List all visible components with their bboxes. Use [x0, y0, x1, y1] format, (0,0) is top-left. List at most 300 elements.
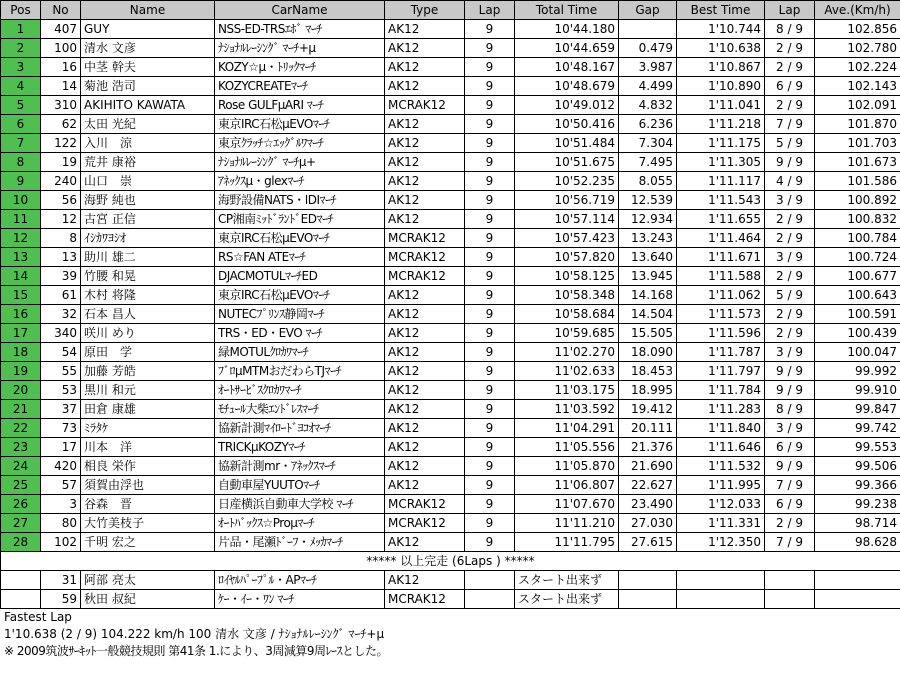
cell-pos: 26	[1, 495, 41, 514]
cell-avekmh: 102.224	[815, 58, 900, 77]
cell-totaltime: 10'48.679	[515, 77, 619, 96]
cell-lap: 9	[465, 476, 515, 495]
cell-gap: 22.627	[619, 476, 677, 495]
table-row	[1, 267, 900, 286]
column-header-9: Lap	[765, 1, 815, 20]
cell-no: 13	[41, 248, 81, 267]
cell-lap: 9	[465, 77, 515, 96]
cell-besttime: 1'11.787	[677, 343, 765, 362]
table-row	[1, 514, 900, 533]
cell-pos: 7	[1, 134, 41, 153]
cell-gap: 7.304	[619, 134, 677, 153]
table-row	[1, 77, 900, 96]
cell-no: 14	[41, 77, 81, 96]
cell-name: 相良 栄作	[81, 457, 215, 476]
cell-lap: 2 / 9	[765, 58, 815, 77]
table-row	[1, 229, 900, 248]
cell-no: 16	[41, 58, 81, 77]
cell-name: 山口 崇	[81, 172, 215, 191]
cell-type: MCRAK12	[385, 96, 465, 115]
cell-pos: 5	[1, 96, 41, 115]
cell-pos: 18	[1, 343, 41, 362]
cell-besttime: 1'11.543	[677, 191, 765, 210]
cell-totaltime: 10'58.684	[515, 305, 619, 324]
cell-gap: 15.505	[619, 324, 677, 343]
cell-type: AK12	[385, 324, 465, 343]
cell-type: AK12	[385, 77, 465, 96]
cell-gap	[619, 571, 677, 590]
cell-besttime: 1'11.331	[677, 514, 765, 533]
cell-lap: 9 / 9	[765, 362, 815, 381]
cell-type: AK12	[385, 134, 465, 153]
cell-avekmh: 99.366	[815, 476, 900, 495]
dns-row	[1, 590, 900, 609]
cell-type: AK12	[385, 286, 465, 305]
cell-avekmh: 101.673	[815, 153, 900, 172]
cell-carname: NSS-ED-TRSｴﾎﾞ ﾏｰﾁ	[215, 20, 385, 39]
cell-no: 310	[41, 96, 81, 115]
cell-totaltime: 11'07.670	[515, 495, 619, 514]
cell-gap: 21.376	[619, 438, 677, 457]
cell-pos: 19	[1, 362, 41, 381]
cell-type: AK12	[385, 115, 465, 134]
cell-pos: 21	[1, 400, 41, 419]
table-row	[1, 457, 900, 476]
cell-gap: 23.490	[619, 495, 677, 514]
cell-type: AK12	[385, 362, 465, 381]
cell-no: 62	[41, 115, 81, 134]
cell-type: MCRAK12	[385, 495, 465, 514]
cell-carname: ﾌﾞﾛμMTMおだわらTJﾏｰﾁ	[215, 362, 385, 381]
cell-no: 100	[41, 39, 81, 58]
cell-totaltime: スタート出来ず	[515, 571, 619, 590]
cell-no: 17	[41, 438, 81, 457]
cell-name: 大竹美枝子	[81, 514, 215, 533]
cell-besttime: 1'12.033	[677, 495, 765, 514]
table-row	[1, 324, 900, 343]
cell-lap: 2 / 9	[765, 39, 815, 58]
cell-pos	[1, 590, 41, 609]
cell-pos: 25	[1, 476, 41, 495]
cell-name: 原田 学	[81, 343, 215, 362]
column-header-1: No	[41, 1, 81, 20]
cell-pos: 17	[1, 324, 41, 343]
cell-avekmh: 100.591	[815, 305, 900, 324]
cell-besttime: 1'11.464	[677, 229, 765, 248]
cell-lap: 3 / 9	[765, 419, 815, 438]
cell-lap	[765, 571, 815, 590]
cell-type: AK12	[385, 571, 465, 590]
cell-lap	[465, 571, 515, 590]
cell-carname: RS☆FAN ATEﾏｰﾁ	[215, 248, 385, 267]
cell-name: 古宮 正信	[81, 210, 215, 229]
header-row	[1, 1, 900, 20]
table-row	[1, 438, 900, 457]
cell-lap: 9	[465, 248, 515, 267]
cell-pos: 28	[1, 533, 41, 552]
cell-besttime: 1'11.218	[677, 115, 765, 134]
cell-type: AK12	[385, 20, 465, 39]
cell-totaltime: 10'57.423	[515, 229, 619, 248]
cell-pos: 9	[1, 172, 41, 191]
cell-besttime: 1'11.305	[677, 153, 765, 172]
cell-avekmh: 99.847	[815, 400, 900, 419]
cell-carname: 緑MOTULｸﾛｶﾜﾏｰﾁ	[215, 343, 385, 362]
column-header-8: Best Time	[677, 1, 765, 20]
regulation-note: ※ 2009筑波ｻｰｷｯﾄ一般競技規則 第41条 1.により、3周減算9周ﾚｰｽとした。	[4, 644, 389, 658]
table-row	[1, 248, 900, 267]
cell-carname: TRS・ED・EVO ﾏｰﾁ	[215, 324, 385, 343]
cell-name: 中茎 幹夫	[81, 58, 215, 77]
fastest-lap-detail: 1'10.638 (2 / 9) 104.222 km/h 100 清水 文彦 / ﾅｼｮﾅﾙﾚｰｼﾝｸﾞ ﾏｰﾁ+μ	[4, 627, 385, 641]
cell-lap	[765, 590, 815, 609]
cell-totaltime: 11'06.807	[515, 476, 619, 495]
cell-lap: 2 / 9	[765, 305, 815, 324]
cell-lap: 9	[465, 229, 515, 248]
cell-lap: 9	[465, 305, 515, 324]
cell-carname: 自動車屋YUUTOﾏｰﾁ	[215, 476, 385, 495]
cell-no: 80	[41, 514, 81, 533]
cell-carname: 東京IRC石松μEVOﾏｰﾁ	[215, 286, 385, 305]
cell-lap: 6 / 9	[765, 438, 815, 457]
cell-type: AK12	[385, 172, 465, 191]
cell-lap: 6 / 9	[765, 495, 815, 514]
cell-type: AK12	[385, 210, 465, 229]
cell-avekmh: 101.586	[815, 172, 900, 191]
cell-type: AK12	[385, 343, 465, 362]
cell-no: 340	[41, 324, 81, 343]
cell-gap: 13.640	[619, 248, 677, 267]
cell-lap: 4 / 9	[765, 172, 815, 191]
cell-name: ﾐﾗﾀｹ	[81, 419, 215, 438]
cell-gap: 4.499	[619, 77, 677, 96]
cell-lap: 6 / 9	[765, 77, 815, 96]
cell-lap: 8 / 9	[765, 20, 815, 39]
cell-type: AK12	[385, 400, 465, 419]
cell-carname: ﾅｼｮﾅﾙﾚｰｼﾝｸﾞ ﾏｰﾁμ+	[215, 153, 385, 172]
cell-totaltime: 11'04.291	[515, 419, 619, 438]
cell-type: AK12	[385, 419, 465, 438]
table-row	[1, 476, 900, 495]
cell-name: GUY	[81, 20, 215, 39]
cell-lap: 9	[465, 172, 515, 191]
cell-no: 59	[41, 590, 81, 609]
column-header-2: Name	[81, 1, 215, 20]
cell-no: 55	[41, 362, 81, 381]
cell-avekmh: 99.238	[815, 495, 900, 514]
cell-besttime: 1'11.995	[677, 476, 765, 495]
cell-carname: ﾓﾁｭｰﾙ大柴ｴﾝﾄﾞﾚｽﾏｰﾁ	[215, 400, 385, 419]
cell-type: AK12	[385, 39, 465, 58]
cell-name: 加藤 芳皓	[81, 362, 215, 381]
cell-besttime: 1'11.573	[677, 305, 765, 324]
cell-pos: 16	[1, 305, 41, 324]
cell-type: AK12	[385, 476, 465, 495]
cell-type: AK12	[385, 381, 465, 400]
cell-pos: 4	[1, 77, 41, 96]
cell-totaltime: 11'02.633	[515, 362, 619, 381]
cell-type: MCRAK12	[385, 248, 465, 267]
cell-besttime	[677, 590, 765, 609]
cell-type: AK12	[385, 191, 465, 210]
cell-gap: 3.987	[619, 58, 677, 77]
cell-avekmh: 102.091	[815, 96, 900, 115]
cell-name: 阿部 亮太	[81, 571, 215, 590]
cell-lap: 9	[465, 153, 515, 172]
cell-besttime: 1'10.867	[677, 58, 765, 77]
cell-totaltime: 10'52.235	[515, 172, 619, 191]
cell-avekmh: 102.780	[815, 39, 900, 58]
cell-carname: 東京IRC石松μEVOﾏｰﾁ	[215, 229, 385, 248]
cell-carname: CP湘南ﾐｯﾄﾞﾗﾝﾄﾞEDﾏｰﾁ	[215, 210, 385, 229]
cell-totaltime: 10'50.416	[515, 115, 619, 134]
cell-gap: 27.615	[619, 533, 677, 552]
cell-gap: 0.479	[619, 39, 677, 58]
cell-besttime: 1'10.744	[677, 20, 765, 39]
finish-separator	[1, 552, 900, 571]
cell-name: ｲｼｶﾜﾖｼｵ	[81, 229, 215, 248]
cell-type: AK12	[385, 153, 465, 172]
cell-name: 竹腰 和晃	[81, 267, 215, 286]
cell-avekmh: 100.677	[815, 267, 900, 286]
cell-carname: ﾛｲﾔﾙﾊﾟｰﾌﾟﾙ・APﾏｰﾁ	[215, 571, 385, 590]
cell-gap: 21.690	[619, 457, 677, 476]
cell-lap: 9	[465, 115, 515, 134]
dns-row	[1, 571, 900, 590]
cell-type: MCRAK12	[385, 514, 465, 533]
cell-lap: 5 / 9	[765, 286, 815, 305]
cell-avekmh: 98.628	[815, 533, 900, 552]
cell-gap	[619, 20, 677, 39]
cell-no: 420	[41, 457, 81, 476]
cell-carname: DJACMOTULﾏｰﾁED	[215, 267, 385, 286]
cell-avekmh: 102.856	[815, 20, 900, 39]
cell-pos: 2	[1, 39, 41, 58]
cell-carname: ｵｰﾄｻｰﾋﾞｽｸﾛｶﾜﾏｰﾁ	[215, 381, 385, 400]
cell-lap	[465, 590, 515, 609]
table-row	[1, 286, 900, 305]
cell-totaltime: 10'57.820	[515, 248, 619, 267]
cell-lap: 9	[465, 96, 515, 115]
cell-carname: 東京IRC石松μEVOﾏｰﾁ	[215, 115, 385, 134]
cell-lap: 9	[465, 39, 515, 58]
cell-avekmh: 99.506	[815, 457, 900, 476]
cell-lap: 3 / 9	[765, 343, 815, 362]
cell-lap: 9	[465, 324, 515, 343]
cell-name: 入川 涼	[81, 134, 215, 153]
cell-besttime: 1'11.117	[677, 172, 765, 191]
cell-pos: 11	[1, 210, 41, 229]
column-header-0: Pos	[1, 1, 41, 20]
cell-lap: 2 / 9	[765, 267, 815, 286]
cell-totaltime: 10'48.167	[515, 58, 619, 77]
cell-besttime: 1'11.041	[677, 96, 765, 115]
fastest-lap-title: Fastest Lap	[4, 610, 72, 624]
cell-gap: 18.995	[619, 381, 677, 400]
cell-pos: 6	[1, 115, 41, 134]
cell-name: AKIHITO KAWATA	[81, 96, 215, 115]
cell-no: 37	[41, 400, 81, 419]
cell-lap: 3 / 9	[765, 191, 815, 210]
cell-no: 73	[41, 419, 81, 438]
table-row	[1, 191, 900, 210]
cell-besttime: 1'11.596	[677, 324, 765, 343]
cell-pos: 24	[1, 457, 41, 476]
cell-name: 石本 昌人	[81, 305, 215, 324]
cell-besttime: 1'11.784	[677, 381, 765, 400]
cell-gap: 4.832	[619, 96, 677, 115]
cell-gap: 13.243	[619, 229, 677, 248]
cell-besttime: 1'11.671	[677, 248, 765, 267]
cell-gap: 12.934	[619, 210, 677, 229]
table-row	[1, 115, 900, 134]
column-header-10: Ave.(Km/h)	[815, 1, 900, 20]
cell-carname: KOZYCREATEﾏｰﾁ	[215, 77, 385, 96]
cell-avekmh: 100.643	[815, 286, 900, 305]
cell-totaltime: 10'51.484	[515, 134, 619, 153]
cell-besttime: 1'10.638	[677, 39, 765, 58]
cell-lap: 9	[465, 438, 515, 457]
cell-lap: 9 / 9	[765, 457, 815, 476]
cell-pos	[1, 571, 41, 590]
cell-totaltime: 10'44.180	[515, 20, 619, 39]
cell-no: 240	[41, 172, 81, 191]
cell-totaltime: 10'49.012	[515, 96, 619, 115]
cell-totaltime: スタート出来ず	[515, 590, 619, 609]
cell-no: 53	[41, 381, 81, 400]
cell-name: 須賀由浮也	[81, 476, 215, 495]
table-row	[1, 58, 900, 77]
cell-no: 31	[41, 571, 81, 590]
cell-totaltime: 10'57.114	[515, 210, 619, 229]
table-row	[1, 134, 900, 153]
table-row	[1, 305, 900, 324]
cell-besttime: 1'11.646	[677, 438, 765, 457]
cell-besttime: 1'11.797	[677, 362, 765, 381]
cell-lap: 7 / 9	[765, 115, 815, 134]
cell-lap: 9	[465, 58, 515, 77]
cell-lap: 8 / 9	[765, 400, 815, 419]
cell-name: 木村 将隆	[81, 286, 215, 305]
cell-no: 3	[41, 495, 81, 514]
cell-avekmh: 99.742	[815, 419, 900, 438]
cell-gap: 12.539	[619, 191, 677, 210]
cell-pos: 22	[1, 419, 41, 438]
cell-lap: 2 / 9	[765, 229, 815, 248]
table-row	[1, 362, 900, 381]
cell-lap: 7 / 9	[765, 533, 815, 552]
column-header-7: Gap	[619, 1, 677, 20]
cell-besttime: 1'11.175	[677, 134, 765, 153]
cell-no: 54	[41, 343, 81, 362]
cell-type: MCRAK12	[385, 590, 465, 609]
cell-lap: 9	[465, 457, 515, 476]
cell-pos: 15	[1, 286, 41, 305]
column-header-4: Type	[385, 1, 465, 20]
cell-lap: 9 / 9	[765, 153, 815, 172]
cell-gap: 27.030	[619, 514, 677, 533]
cell-totaltime: 11'05.870	[515, 457, 619, 476]
table-row	[1, 39, 900, 58]
cell-pos: 14	[1, 267, 41, 286]
cell-lap: 9	[465, 533, 515, 552]
cell-gap: 6.236	[619, 115, 677, 134]
cell-pos: 10	[1, 191, 41, 210]
cell-carname: TRICKμKOZYﾏｰﾁ	[215, 438, 385, 457]
cell-no: 56	[41, 191, 81, 210]
cell-lap: 9	[465, 191, 515, 210]
cell-lap: 9	[465, 267, 515, 286]
cell-carname: KOZY☆μ・ﾄﾘｯｸﾏｰﾁ	[215, 58, 385, 77]
cell-besttime: 1'11.840	[677, 419, 765, 438]
cell-totaltime: 11'11.210	[515, 514, 619, 533]
table-row	[1, 172, 900, 191]
column-header-3: CarName	[215, 1, 385, 20]
cell-gap	[619, 590, 677, 609]
cell-name: 太田 光紀	[81, 115, 215, 134]
cell-avekmh: 100.892	[815, 191, 900, 210]
cell-avekmh: 102.143	[815, 77, 900, 96]
cell-pos: 3	[1, 58, 41, 77]
cell-avekmh: 98.714	[815, 514, 900, 533]
cell-no: 32	[41, 305, 81, 324]
cell-besttime: 1'11.532	[677, 457, 765, 476]
cell-totaltime: 10'44.659	[515, 39, 619, 58]
cell-besttime: 1'10.890	[677, 77, 765, 96]
table-row	[1, 96, 900, 115]
cell-totaltime: 10'58.125	[515, 267, 619, 286]
cell-name: 海野 純也	[81, 191, 215, 210]
cell-gap: 8.055	[619, 172, 677, 191]
cell-no: 102	[41, 533, 81, 552]
column-header-6: Total Time	[515, 1, 619, 20]
cell-besttime: 1'11.283	[677, 400, 765, 419]
cell-name: 千明 宏之	[81, 533, 215, 552]
cell-lap: 9	[465, 286, 515, 305]
cell-totaltime: 10'56.719	[515, 191, 619, 210]
cell-carname: 海野設備NATS・IDIﾏｰﾁ	[215, 191, 385, 210]
cell-avekmh: 100.784	[815, 229, 900, 248]
cell-besttime: 1'12.350	[677, 533, 765, 552]
cell-totaltime: 10'59.685	[515, 324, 619, 343]
cell-lap: 2 / 9	[765, 210, 815, 229]
cell-pos: 8	[1, 153, 41, 172]
cell-lap: 9	[465, 495, 515, 514]
cell-gap: 18.090	[619, 343, 677, 362]
cell-lap: 9	[465, 381, 515, 400]
cell-name: 黒川 和元	[81, 381, 215, 400]
table-row	[1, 20, 900, 39]
cell-besttime: 1'11.588	[677, 267, 765, 286]
results-body	[1, 20, 900, 609]
cell-carname: 日産横浜自動車大学校 ﾏｰﾁ	[215, 495, 385, 514]
cell-totaltime: 10'58.348	[515, 286, 619, 305]
cell-lap: 9	[465, 134, 515, 153]
cell-lap: 2 / 9	[765, 324, 815, 343]
cell-carname: ｹｰ・ｲｰ・ﾜﾝ ﾏｰﾁ	[215, 590, 385, 609]
cell-carname: ﾅｼｮﾅﾙﾚｰｼﾝｸﾞ ﾏｰﾁ+μ	[215, 39, 385, 58]
cell-gap: 18.453	[619, 362, 677, 381]
cell-avekmh	[815, 590, 900, 609]
cell-name: 助川 雄二	[81, 248, 215, 267]
cell-lap: 9	[465, 419, 515, 438]
cell-carname: ｱﾈｯｸｽμ・glexﾏｰﾁ	[215, 172, 385, 191]
cell-pos: 27	[1, 514, 41, 533]
cell-gap: 20.111	[619, 419, 677, 438]
cell-avekmh: 99.992	[815, 362, 900, 381]
cell-lap: 9	[465, 514, 515, 533]
cell-type: MCRAK12	[385, 229, 465, 248]
